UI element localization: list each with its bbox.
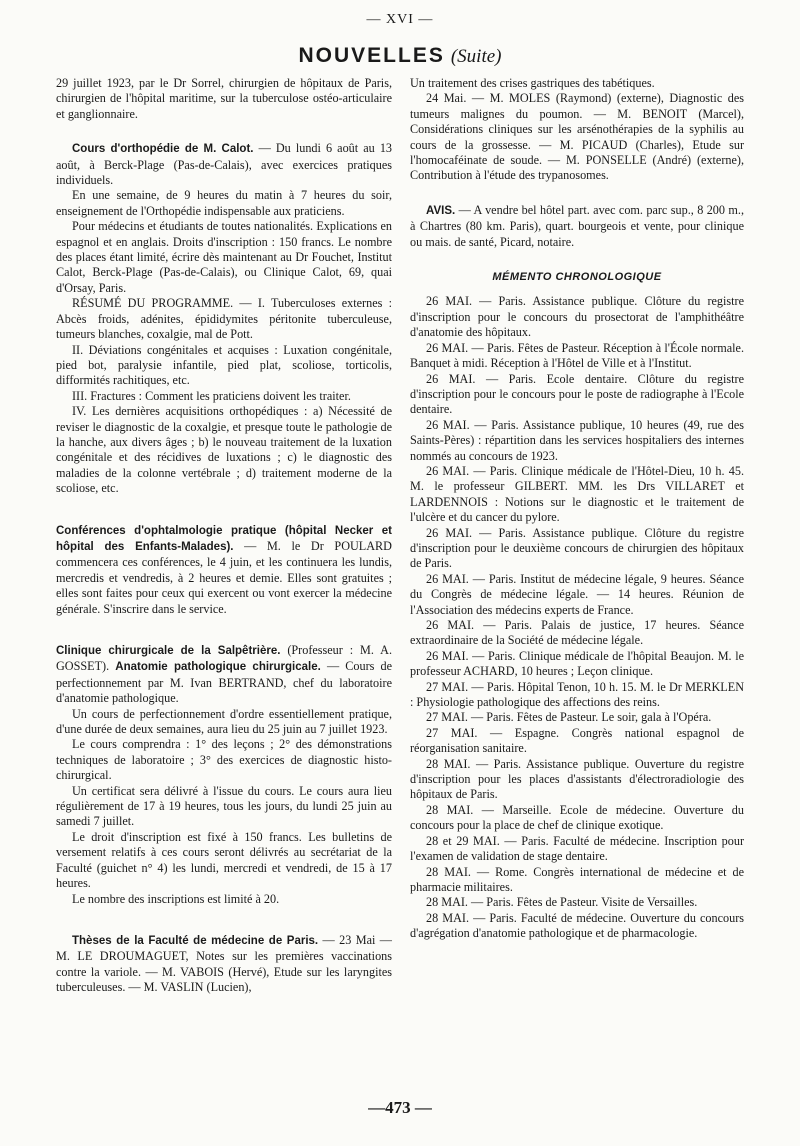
theses-paragraph: Thèses de la Faculté de médecine de Paris. — 23 Mai — M. LE DROUMAGUET, Notes sur les premières vaccinations contre la variole. — M. VABOIS (Hervé), Etude sur les laryngites tuberculeuses. — M. VASLIN (Lucien),: [56, 932, 392, 995]
salpetriere-paragraph-3: Le cours comprendra : 1° des leçons ; 2° des démonstrations techniques de laboratoire ; 3° des exercices de diagnostic histo-chirurgical.: [56, 737, 392, 783]
theses-heading: Thèses de la Faculté de médecine de Paris.: [72, 934, 319, 947]
memento-entry: 28 MAI. — Marseille. Ecole de médecine. Ouverture du concours pour la place de chef de clinique exotique.: [410, 802, 744, 833]
memento-entry: 26 MAI. — Paris. Ecole dentaire. Clôture du registre d'inscription pour le concours pour le poste de radiographe à l'Ecole dentaire.: [410, 371, 744, 417]
theses-24-mai: 24 Mai. — M. MOLES (Raymond) (externe), Diagnostic des tumeurs malignes du poumon. — M. BENOIT (Marcel), Considérations cliniques sur les arsénothérapies de la syphilis au cours de la grossesse. — M. PICAUD (Charles), Etude sur l'homocaféinate de soude. — M. PONSELLE (André) (externe), Contribution à l'étude des trypanosomes.: [410, 91, 744, 183]
salpetriere-paragraph-2: Un cours de perfectionnement d'ordre essentiellement pratique, d'une durée de deux semaines, aura lieu du 25 juin au 7 juillet 1923.: [56, 706, 392, 737]
ophtalmo-paragraph: Conférences d'ophtalmologie pratique (hôpital Necker et hôpital des Enfants-Malades). — M. le Dr POULARD commencera ces conférences, le 4 juin, et les continuera les lundis, mercredis et vendredis, à 2 heures et demie. Elles sont gratuites ; elles sont faites pour ceux qui exercent ou vont exercer la médecine générale. S'inscrire dans le service.: [56, 524, 392, 616]
memento-entry: 27 MAI. — Paris. Hôpital Tenon, 10 h. 15. M. le Dr MERKLEN : Physiologie pathologique des affections des reins.: [410, 679, 744, 710]
roman-page-number: — XVI —: [366, 12, 434, 27]
ophtalmo-heading: Conférences d'ophtalmologie pratique (hôpital Necker et hôpital des Enfants-Malades).: [56, 524, 392, 553]
section-suite: (Suite): [450, 46, 502, 67]
right-column: [410, 76, 744, 942]
calot-paragraph-7: IV. Les dernières acquisitions orthopédiques : a) Nécessité de reviser le diagnostic de la coxalgie, et presque toute le pathologie de la hanche, aux divers âges ; b) le nouveau traitement de la luxation congénitale et des récidives de luxations ; c) le diagnostic des maladies de la colonne vertébrale ; d) traitement moderne de la scoliose, etc.: [56, 404, 392, 496]
memento-entry: 26 MAI. — Paris. Assistance publique. Clôture du registre d'inscription pour le concours du prosectorat de l'amphithéâtre d'anatomie des hôpitaux.: [410, 294, 744, 340]
memento-entry: 26 MAI. — Paris. Assistance publique, 10 heures (49, rue des Saints-Pères) : répartition dans les services hospitaliers des internes nommés au concours de 1923.: [410, 417, 744, 463]
memento-entry: 26 MAI. — Paris. Palais de justice, 17 heures. Séance extraordinaire de la Société de médecine légale.: [410, 618, 744, 648]
left-column: [56, 76, 392, 996]
memento-entry: 27 MAI. — Espagne. Congrès national espagnol de réorganisation sanitaire.: [410, 725, 744, 756]
memento-list: [410, 294, 744, 941]
salpetriere-paragraph-6: Le nombre des inscriptions est limité à 20.: [72, 891, 280, 906]
section-title: NOUVELLES: [298, 44, 445, 67]
memento-entry: 26 MAI. — Paris. Fêtes de Pasteur. Réception à l'École normale. Banquet à midi. Réception à l'Hôtel de Ville et à l'Institut.: [410, 340, 744, 371]
memento-entry: 28 MAI. — Paris. Faculté de médecine. Ouverture du concours d'agrégation d'anatomie pathologique et de pharmacologie.: [410, 910, 744, 941]
memento-title: MÉMENTO CHRONOLOGIQUE: [492, 271, 662, 284]
memento-entry: 28 MAI. — Paris. Fêtes de Pasteur. Visite de Versailles.: [426, 895, 698, 910]
memento-entry: 26 MAI. — Paris. Assistance publique. Clôture du registre d'inscription pour le deuxième concours de chirurgien des hôpitaux de Paris.: [410, 525, 744, 571]
avis-paragraph: AVIS. — A vendre bel hôtel part. avec com. parc sup., 8 200 m., à Chartres (80 km. Paris), quart. bourgeois et vente, pour clinique ou mais. de santé, Picard, notaire.: [410, 202, 744, 249]
calot-paragraph-3: Pour médecins et étudiants de toutes nationalités. Explications en espagnol et en anglais. Droits d'inscription : 150 francs. Le nombre des places étant limité, écrire dès maintenant au Dr Fouchet, Institut Calot, Berck-Plage (Pas-de-Calais), ou Clinique Calot, 69, quai d'Orsay, Paris.: [56, 219, 392, 295]
memento-entry: 26 MAI. — Paris. Clinique médicale de l'hôpital Beaujon. M. le professeur ACHARD, 10 heures ; Leçon clinique.: [410, 648, 744, 679]
calot-paragraph-4: RÉSUMÉ DU PROGRAMME. — I. Tuberculoses externes : Abcès froids, adénites, épididymites péritonite tuberculeuse, tumeurs blanches, coxalgie, mal de Pott.: [56, 296, 392, 342]
salpetriere-paragraph-5: Le droit d'inscription est fixé à 150 francs. Les bulletins de versement relatifs à ces cours seront délivrés au secrétariat de la Faculté (guichet n° 4) les lundi, mercredi et vendredi, de 15 à 17 heures.: [56, 829, 392, 891]
calot-paragraph-6: III. Fractures : Comment les praticiens doivent les traiter.: [72, 388, 351, 403]
avis-label: AVIS.: [426, 204, 456, 217]
memento-entry: 28 et 29 MAI. — Paris. Faculté de médecine. Inscription pour l'examen de validation de stage dentaire.: [410, 833, 744, 864]
salpetriere-paragraph-1: Clinique chirurgicale de la Salpêtrière. (Professeur : M. A. GOSSET). Anatomie pathologique chirurgicale. — Cours de perfectionnement par M. Ivan BERTRAND, chef du laboratoire d'anatomie pathologique.: [56, 643, 393, 706]
memento-entry: 28 MAI. — Rome. Congrès international de médecine et de pharmacie militaires.: [410, 864, 744, 894]
salpetriere-heading: Clinique chirurgicale de la Salpêtrière.: [56, 645, 281, 657]
calot-paragraph-2: En une semaine, de 9 heures du matin à 7 heures du soir, enseignement de l'Orthopédie indispensable aux praticiens.: [56, 188, 392, 218]
memento-entry: 26 MAI. — Paris. Clinique médicale de l'Hôtel-Dieu, 10 h. 45. M. le professeur GILBERT. MM. les Drs VILLARET et LARDENNOIS : Notions sur le diagnostic et le traitement de l'ulcère et du cancer du pylore.: [410, 463, 744, 525]
memento-entry: 28 MAI. — Paris. Assistance publique. Ouverture du registre d'inscription pour les places d'assistants d'électroradiologie des hôpitaux de Paris.: [410, 756, 744, 802]
salpetriere-paragraph-4: Un certificat sera délivré à l'issue du cours. Le cours aura lieu régulièrement de 17 à 19 heures, tous les jours, du lundi 25 juin au samedi 7 juillet.: [56, 783, 392, 829]
section-header: [0, 44, 800, 68]
calot-paragraph-5: II. Déviations congénitales et acquises : Luxation congénitale, pied bot, paralysie infantile, pied plat, scoliose, torticolis, difformités rachitiques, etc.: [56, 342, 392, 388]
memento-entry: 27 MAI. — Paris. Fêtes de Pasteur. Le soir, gala à l'Opéra.: [426, 710, 712, 725]
intro-paragraph: 29 juillet 1923, par le Dr Sorrel, chirurgien de hôpitaux de Paris, chirurgien de l'hôpital maritime, sur la tuberculose ostéo-articulaire et ganglionnaire.: [56, 76, 392, 121]
memento-entry: 26 MAI. — Paris. Institut de médecine légale, 9 heures. Séance du Congrès de médecine légale. — 14 heures. Réunion de l'Association des médecins experts de France.: [410, 571, 744, 617]
calot-paragraph-1: Cours d'orthopédie de M. Calot. — Du lundi 6 août au 13 août, à Berck-Plage (Pas-de-Calais), avec exercices pratiques individuels.: [56, 141, 393, 188]
calot-heading: Cours d'orthopédie de M. Calot.: [72, 143, 254, 156]
theses-continuation: Un traitement des crises gastriques des tabétiques.: [410, 76, 655, 90]
salpetriere-heading-2: Anatomie pathologique chirurgicale.: [115, 661, 321, 674]
page-number: —473 —: [368, 1098, 432, 1117]
